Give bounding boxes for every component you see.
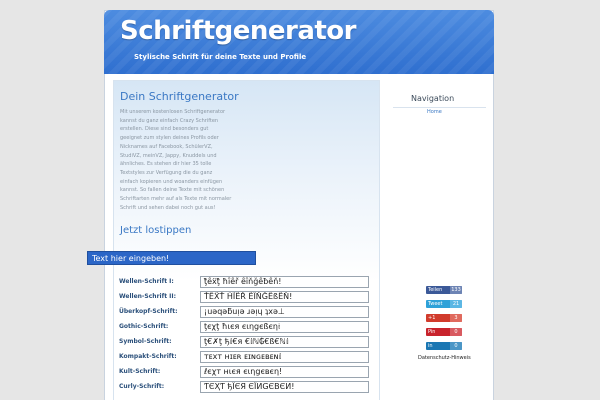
style-label: Curly-Schrift: bbox=[119, 383, 165, 390]
style-row-kult bbox=[119, 366, 371, 378]
sidebar bbox=[393, 84, 486, 400]
linkedin-share-button[interactable] bbox=[426, 342, 462, 350]
facebook-share-button[interactable] bbox=[426, 286, 462, 294]
share-label: Teilen bbox=[428, 287, 443, 293]
style-output-field[interactable]: ᴛᴇxᴛ ʜɪᴇʀ ᴇɪɴɢᴇʙᴇɴ𝕚 bbox=[200, 351, 369, 363]
section-title: Jetzt lostippen bbox=[120, 225, 192, 236]
intro-text: Mit unserem kostenlosen Schriftgenerator kannst du ganz einfach Crazy Schriften erstellen. Diese sind besonders gut geeignet zum stylen deines Profils oder Nicknames auf Facebook, SchülerVZ, StudiVZ, meinVZ, Jappy, Knuddels und ähnliches. Es stehen dir hier 35 tolle Textstyles zur Verfügung die du ganz einfach kopieren und woanders einfügen kannst. So fallen deine Texte mit schönen Schriftarten mehr auf als Texte mit normaler Schrift und sehen dabei noch gut aus! bbox=[120, 109, 232, 211]
nav-title: Navigation bbox=[411, 94, 455, 103]
share-label: Pin bbox=[428, 329, 436, 335]
site-header bbox=[104, 10, 494, 74]
site-tagline: Stylische Schrift für deine Texte und Profile bbox=[134, 53, 307, 61]
style-row-wellen-2 bbox=[119, 291, 371, 303]
style-output-field[interactable]: ƬЄҲƬ ђЇЄЯ ЄЇИGЄBЄИ! bbox=[200, 381, 369, 393]
style-output-field[interactable]: ţ̃ȇẍţ̃ ħȋȇř ȇȋňğȇƀȇň! bbox=[200, 276, 369, 288]
style-label: Symbol-Schrift: bbox=[119, 338, 172, 345]
style-label: Wellen-Schrift II: bbox=[119, 293, 177, 300]
site-title[interactable]: Schriftgenerator bbox=[120, 16, 356, 46]
style-row-curly bbox=[119, 381, 371, 393]
style-output-field[interactable]: ¡uǝqǝƃuᴉǝ ɹǝᴉɥ ʇxǝ⊥ bbox=[200, 306, 369, 318]
twitter-tweet-button[interactable] bbox=[426, 300, 462, 308]
share-label: Tweet bbox=[428, 301, 443, 307]
style-row-gothic bbox=[119, 321, 371, 333]
style-label: Überkopf-Schrift: bbox=[119, 308, 178, 315]
style-output-field[interactable]: ℓєχт нιєя єιηgєвєη! bbox=[200, 366, 369, 378]
share-count: 21 bbox=[450, 300, 462, 308]
normal-text-input[interactable] bbox=[87, 251, 256, 265]
google-plus-button[interactable] bbox=[426, 314, 462, 322]
share-label: in bbox=[428, 343, 433, 349]
style-row-ueberkopf bbox=[119, 306, 371, 318]
share-count: 133 bbox=[451, 287, 461, 293]
nav-divider bbox=[393, 107, 486, 108]
style-row-wellen-1 bbox=[119, 276, 371, 288]
pinterest-pin-button[interactable] bbox=[426, 328, 462, 336]
style-label: Kompakt-Schrift: bbox=[119, 353, 177, 360]
privacy-link[interactable]: Datenschutz-Hinweis bbox=[418, 355, 471, 361]
style-row-kompakt bbox=[119, 351, 371, 363]
style-label: Gothic-Schrift: bbox=[119, 323, 169, 330]
share-label: +1 bbox=[428, 315, 436, 321]
style-output-field[interactable]: ţ€✗ţ ђ𝕚€я €𝕚ℕ₲€ß€ℕ𝕚 bbox=[200, 336, 369, 348]
style-label: Kult-Schrift: bbox=[119, 368, 161, 375]
style-label: Wellen-Schrift I: bbox=[119, 278, 174, 285]
style-row-symbol bbox=[119, 336, 371, 348]
style-output-field[interactable]: ţєχţ ħιєя єιηgєßєη𝔦 bbox=[200, 321, 369, 333]
share-count: 0 bbox=[450, 328, 462, 336]
share-count: 3 bbox=[450, 314, 462, 322]
style-output-field[interactable]: ŤẼẌŤ ĤĨẼŘ ẼĨŇĞẼßẼŇ! bbox=[200, 291, 369, 303]
share-count: 0 bbox=[450, 342, 462, 350]
content-title: Dein Schriftgenerator bbox=[120, 90, 239, 103]
nav-link-home[interactable]: Home bbox=[427, 109, 442, 115]
